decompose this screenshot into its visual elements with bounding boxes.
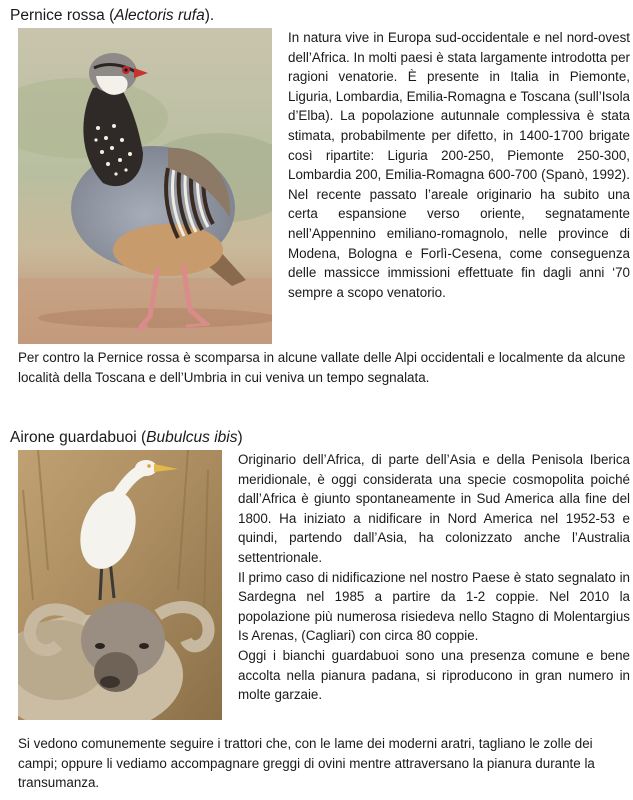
section-title-airone-guardabuoi xyxy=(10,428,243,447)
airone-footer-text: Si vedono comunemente seguire i trattori che, con le lame dei moderni aratri, tagliano le zolle dei campi; oppure li vediamo accompagnare greggi di ovini mentre attraversano la pianura durante la transumanza. xyxy=(18,736,595,791)
common-name: Pernice rossa ( xyxy=(10,7,115,24)
title-punctuation: ) xyxy=(237,429,243,446)
section-title-pernice-rossa xyxy=(10,6,214,25)
latin-name: Alectoris rufa xyxy=(114,7,205,24)
latin-name: Bubulcus ibis xyxy=(146,429,238,446)
pernice-body-text: In natura vive in Europa sud-occidentale e nel nord-ovest dell’Africa. In molti paesi è stata largamente introdotta per ragioni venatorie. È presente in Italia in Piemonte, Liguria, Lombardia, Emilia-Romagna e Toscana (sull’Isola d’Elba). La popolazione autunnale complessiva è stata stimata, probabilmente per difetto, in 1400-1700 brigate così ripartite: Liguria 200-250, Piemonte 250-300, Lombardia 200, Emilia-Romagna 600-700 (Spanò, 1992). Nel recente passato l’areale originario ha subito una certa espansione verso oriente, segnatamente nell’Appennino emiliano-romagnolo, nelle province di Modena, Bologna e Forlì-Cesena, come conseguenza delle massicce immissioni effettuate fin dagli anni ‘70 sempre a scopo venatorio. xyxy=(288,30,630,300)
airone-description xyxy=(238,450,630,705)
pernice-description xyxy=(288,28,630,302)
partridge-photo xyxy=(18,28,272,344)
title-punctuation: ). xyxy=(204,7,215,24)
cattle-egret-photo xyxy=(18,450,222,720)
airone-body-paragraph-3: Oggi i bianchi guardabuoi sono una presenza comune e bene accolta nella pianura padana, si riproducono in gran numero in molte garzaie. xyxy=(238,647,630,703)
airone-body-paragraph-2: Il primo caso di nidificazione nel nostro Paese è stato segnalato in Sardegna nel 1985 a partire da 1-2 coppie. Nel 2010 la popolazione più numerosa risiedeva nello Stagno di Molentargius Is Arenas, (Cagliari) con circa 80 coppie. xyxy=(238,569,630,644)
common-name: Airone guardabuoi ( xyxy=(10,429,147,446)
airone-body-paragraph-1: Originario dell’Africa, di parte dell’Asia e della Penisola Iberica meridionale, è oggi considerata una specie cosmopolita poiché dall’Africa è giunto spontaneamente in Sud America alla fine del 1800. Ha iniziato a nidificare in Nord America nel 1952-53 e quindi, partendo dall’Asia, ha colonizzato anche l’Australia settentrionale. xyxy=(238,452,630,565)
pernice-footer-text: Per contro la Pernice rossa è scomparsa in alcune vallate delle Alpi occidentali e localmente da alcune località della Toscana e dell’Umbria in cui veniva un tempo segnalata. xyxy=(18,350,626,385)
